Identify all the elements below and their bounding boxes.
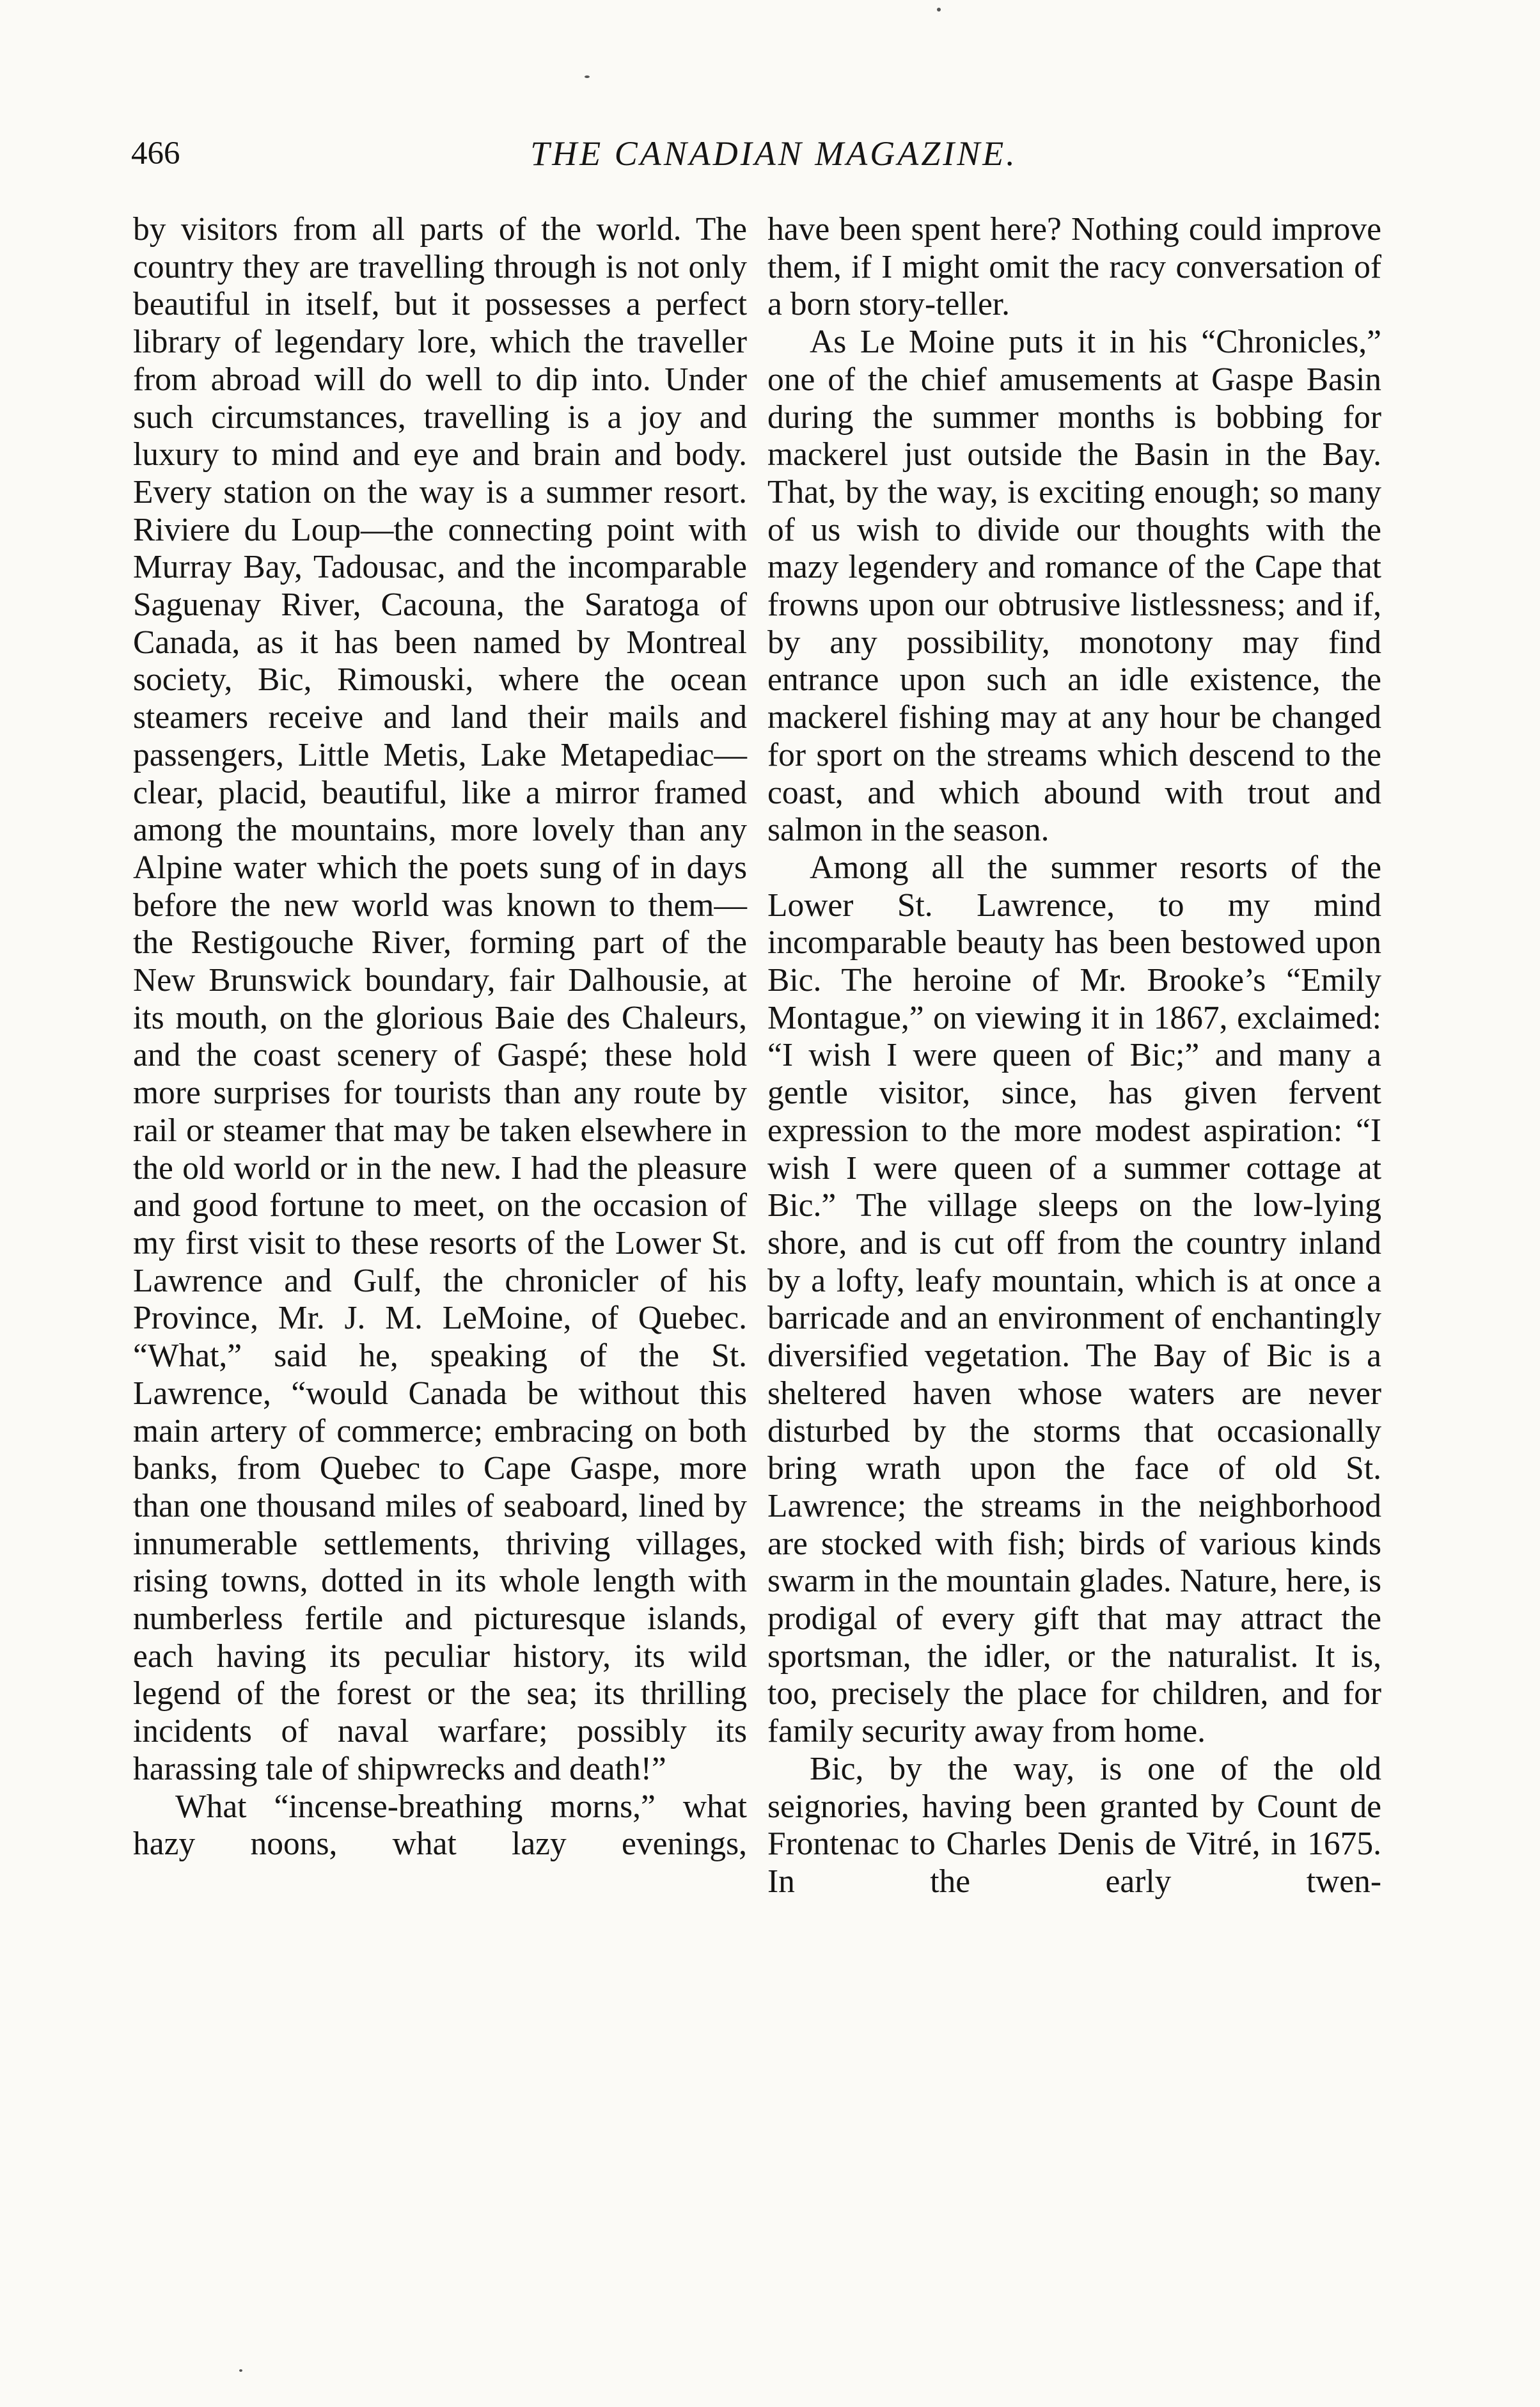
print-speck (585, 75, 590, 78)
paragraph: What “incense-breathing morns,” what hazy noons, what lazy evenings, (133, 1788, 747, 1863)
paragraph: by visitors from all parts of the world. The country they are travelling through is not only beautiful in itself, but it possesses a perfect library of legendary lore, which the traveller from abroad will do well to dip into. Under such circumstances, travelling is a joy and luxury to mind and eye and brain and body. Every station on the way is a summer resort. Riviere du Loup—the connecting point with Murray Bay, Tadousac, and the incomparable Saguenay River, Cacouna, the Saratoga of Canada, as it has been named by Montreal society, Bic, Rimouski, where the ocean steamers receive and land their mails and passengers, Little Metis, Lake Metapediac—clear, placid, beautiful, like a mirror framed among the mountains, more lovely than any Alpine water which the poets sung of in days before the new world was known to them—the Restigouche River, forming part of the New Brunswick boundary, fair Dalhousie, at its mouth, on the glorious Baie des Chaleurs, and the coast scenery of Gaspé; these hold more surprises for tourists than any route by rail or steamer that may be taken elsewhere in the old world or in the new. I had the pleasure and good fortune to meet, on the occasion of my first visit to these resorts of the Lower St. Lawrence and Gulf, the chronicler of his Province, Mr. J. M. LeMoine, of Quebec. “What,” said he, speaking of the St. Lawrence, “would Canada be without this main artery of commerce; embracing on both banks, from Quebec to Cape Gaspe, more than one thousand miles of seaboard, lined by innumerable settlements, thriving villages, rising towns, dotted in its whole length with numberless fertile and picturesque islands, each having its peculiar history, its wild legend of the forest or the sea; its thrilling incidents of naval warfare; possibly its harassing tale of shipwrecks and death!” (133, 211, 747, 1787)
paragraph: As Le Moine puts it in his “Chronicles,” one of the chief amusements at Gaspe Basin during the summer months is bobbing for mackerel just outside the Basin in the Bay. That, by the way, is exciting enough; so many of us wish to divide our thoughts with the mazy legendery and romance of the Cape that frowns upon our obtrusive listlessness; and if, by any possibility, monotony may find entrance upon such an idle existence, the mackerel fishing may at any hour be changed for sport on the streams which descend to the coast, and which abound with trout and salmon in the season. (767, 324, 1381, 849)
paragraph: Bic, by the way, is one of the old seignories, having been granted by Count de Frontenac to Charles Denis de Vitré, in 1675. In the early twen- (767, 1750, 1381, 1900)
page-number: 466 (131, 136, 180, 171)
page-header (131, 128, 1417, 179)
paragraph: have been spent here? Nothing could improve them, if I might omit the racy conversation of a born story-teller. (767, 211, 1381, 323)
print-speck (937, 8, 941, 12)
right-column (767, 211, 1381, 1901)
left-column (133, 211, 747, 1863)
paragraph: Among all the summer resorts of the Lower St. Lawrence, to my mind incomparable beauty has been bestowed upon Bic. The heroine of Mr. Brooke’s “Emily Montague,” on viewing it in 1867, exclaimed: “I wish I were queen of Bic;” and many a gentle visitor, since, has given fervent expression to the more modest aspiration: “I wish I were queen of a summer cottage at Bic.” The village sleeps on the low-lying shore, and is cut off from the country inland by a lofty, leafy mountain, which is at once a barricade and an environment of enchantingly diversified vegetation. The Bay of Bic is a sheltered haven whose waters are never disturbed by the storms that occasionally bring wrath upon the face of old St. Lawrence; the streams in the neighborhood are stocked with fish; birds of various kinds swarm in the mountain glades. Nature, here, is prodigal of every gift that may attract the sportsman, the idler, or the naturalist. It is, too, precisely the place for children, and for family security away from home. (767, 849, 1381, 1750)
running-title: THE CANADIAN MAGAZINE. (530, 134, 1018, 173)
print-speck (239, 2369, 242, 2372)
